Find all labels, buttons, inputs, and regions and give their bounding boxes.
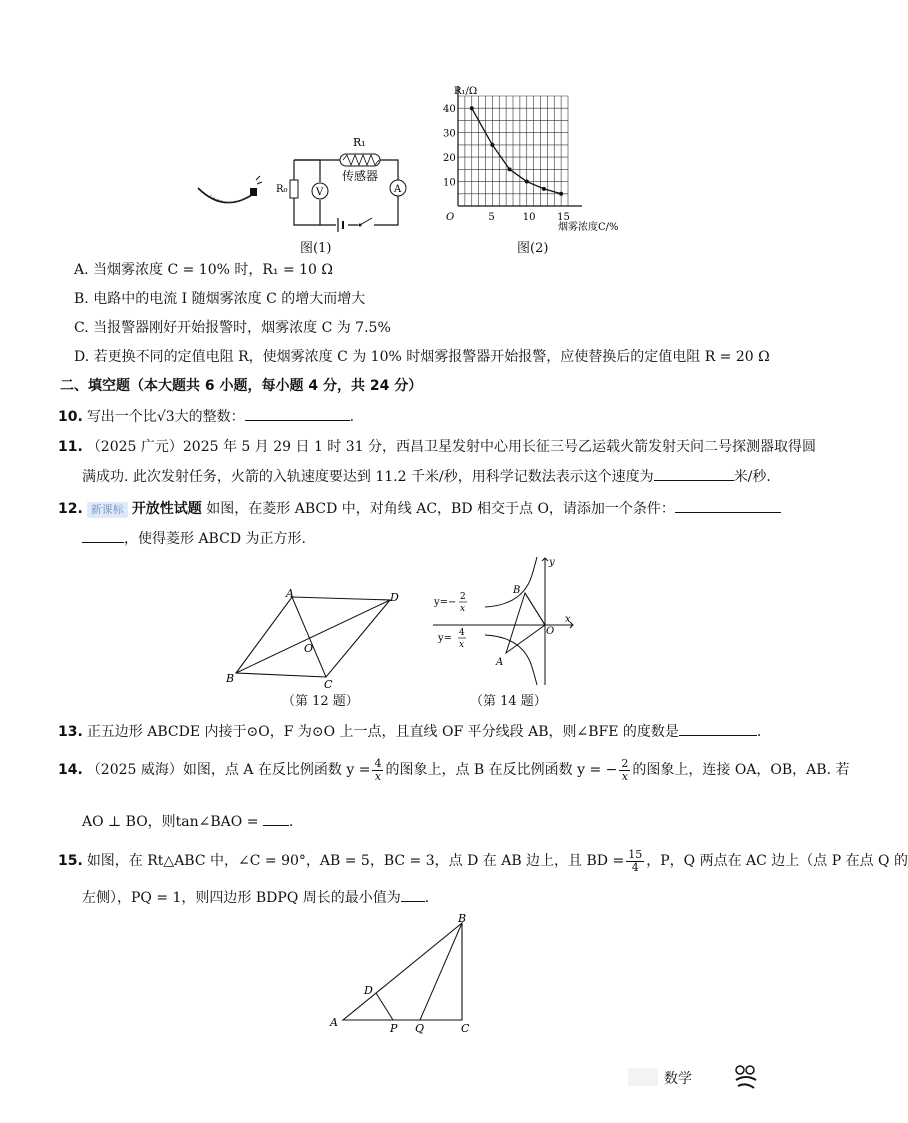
data-point xyxy=(490,143,494,147)
q14-number: 14. xyxy=(58,762,83,778)
data-point xyxy=(559,192,563,196)
q13-number: 13. xyxy=(58,724,83,740)
svg-text:2: 2 xyxy=(460,592,466,602)
label-b: B xyxy=(513,585,521,596)
question-13: 13. 正五边形 ABCDE 内接于⊙O，F 为⊙O 上一点，且直线 OF 平分线段 AB，则∠BFE 的度数是 . xyxy=(58,721,761,742)
question-12: 12. 新课标 开放性试题 如图，在菱形 ABCD 中，对角线 AC，BD 相交于点 O，请添加一个条件： xyxy=(58,498,781,519)
question-14-line2: AO ⊥ BO，则tan∠BAO = . xyxy=(82,805,293,832)
q13-answer-blank[interactable] xyxy=(679,721,757,736)
question-15: 15. 如图，在 Rt△ABC 中，∠C = 90°，AB = 5，BC = 3，点 D 在 AB 边上，且 BD = $\frac{15}{4}$ ，P，Q 两点在 AC 边上（点 P 在点 Q 的 xyxy=(58,847,908,874)
voltmeter-label: V xyxy=(316,187,324,198)
q14-answer-blank[interactable] xyxy=(263,805,289,826)
option-a: A. 当烟雾浓度 C = 10% 时，R₁ = 10 Ω xyxy=(74,262,334,278)
y-tick-label: 10 xyxy=(443,177,456,189)
label-d: D xyxy=(390,591,399,604)
label-c: C xyxy=(324,678,333,691)
question-14: 14. （2025 威海）如图，点 A 在反比例函数 y = $\frac{4}{x}$ 的图象上，点 B 在反比例函数 y = − $\frac{2}{x}$ 的图象上，连接 OA，OB，AB. 若 xyxy=(58,756,850,783)
q11-number: 11. xyxy=(58,439,83,455)
q15-answer-blank[interactable] xyxy=(401,887,425,902)
y-tick-label: 40 xyxy=(443,104,456,116)
figure-2-chart xyxy=(430,68,660,238)
q12-answer-blank-2[interactable] xyxy=(82,528,124,543)
new-curriculum-badge: 新课标 xyxy=(87,502,128,518)
data-point xyxy=(508,167,512,171)
y-axis-label: R₁/Ω xyxy=(454,86,478,97)
question-11-line2: 满成功. 此次发射任务，火箭的入轨速度要达到 11.2 千米/秒，用科学记数法表示这个速度为 米/秒. xyxy=(82,466,771,487)
option-c: C. 当报警器刚好开始报警时，烟雾浓度 C 为 7.5% xyxy=(74,320,391,336)
footer-logo-icon xyxy=(730,1062,762,1094)
sensor-label: 传感器 xyxy=(342,169,379,183)
label-o: O xyxy=(546,626,555,637)
r0-label: R₀ xyxy=(276,184,288,195)
data-point xyxy=(525,180,529,184)
figure-1-circuit xyxy=(190,130,420,250)
figure-12-rhombus xyxy=(222,585,407,690)
eq1-lhs: y=− xyxy=(434,597,457,608)
figure-15-triangle xyxy=(325,910,485,1035)
question-15-line2: 左侧），PQ = 1，则四边形 BDPQ 周长的最小值为 . xyxy=(82,887,429,908)
svg-text:4: 4 xyxy=(459,628,465,638)
q11-answer-blank[interactable] xyxy=(654,466,734,481)
q12-number: 12. xyxy=(58,501,83,517)
figure-14-caption: （第 14 题） xyxy=(470,694,547,709)
figure-14-hyperbolas xyxy=(433,555,583,690)
q10-number: 10. xyxy=(58,409,83,425)
label-o: O xyxy=(304,642,314,655)
figure-1-caption: 图(1) xyxy=(300,241,332,256)
footer-watermark xyxy=(628,1068,658,1086)
x-axis-label: 烟雾浓度C/% xyxy=(558,222,619,233)
origin-label: O xyxy=(446,212,455,223)
figure-12-caption: （第 12 题） xyxy=(282,694,359,709)
fraction-4-over-x: $\frac{4}{x}$ xyxy=(374,756,382,783)
option-b: B. 电路中的电流 I 随烟雾浓度 C 的增大而增大 xyxy=(74,291,366,307)
figure-2-caption: 图(2) xyxy=(517,241,549,256)
label-a: A xyxy=(286,587,294,600)
label-b: B xyxy=(226,672,235,685)
series-line xyxy=(472,108,561,194)
q12-answer-blank[interactable] xyxy=(675,498,781,513)
open-question-tag: 开放性试题 xyxy=(131,501,202,517)
label-y: y xyxy=(549,557,555,568)
data-point xyxy=(542,187,546,191)
fraction-2-over-x: $\frac{2}{x}$ xyxy=(621,756,629,783)
option-d: D. 若更换不同的定值电阻 R，使烟雾浓度 C 为 10% 时烟雾报警器开始报警，应使替换后的定值电阻 R = 20 Ω xyxy=(74,349,770,365)
svg-text:x: x xyxy=(459,640,465,650)
label-b: B xyxy=(458,912,467,925)
sqrt3: √3 xyxy=(156,409,175,425)
svg-text:x: x xyxy=(460,604,466,614)
x-tick-label: 10 xyxy=(522,212,536,223)
y-tick-label: 30 xyxy=(443,128,456,140)
fraction-15-over-4: $\frac{15}{4}$ xyxy=(628,847,643,874)
data-point xyxy=(470,106,474,110)
q10-answer-blank[interactable] xyxy=(245,406,350,421)
x-tick-label: 5 xyxy=(488,212,495,223)
label-x: x xyxy=(565,614,571,625)
section-2-heading: 二、填空题（本大题共 6 小题，每小题 4 分，共 24 分） xyxy=(60,378,423,394)
footer-subject: 数学 xyxy=(664,1071,692,1087)
question-12-line2: ，使得菱形 ABCD 为正方形. xyxy=(82,528,306,549)
y-tick-label: 20 xyxy=(443,153,456,165)
r1-label: R₁ xyxy=(353,136,366,149)
question-11: 11. （2025 广元）2025 年 5 月 29 日 1 时 31 分，西昌卫星发射中心用长征三号乙运载火箭发射天问二号探测器取得圆 xyxy=(58,439,817,455)
label-a: A xyxy=(496,657,504,668)
eq2-lhs: y= xyxy=(438,633,453,644)
label-a: A xyxy=(330,1016,338,1029)
label-c: C xyxy=(461,1022,470,1035)
x-tick-label: 15 xyxy=(557,212,570,223)
label-p: P xyxy=(390,1022,398,1035)
label-q: Q xyxy=(415,1022,425,1035)
ammeter-label: A xyxy=(394,184,402,195)
label-d: D xyxy=(364,984,373,997)
question-10: 10. 写出一个比√3大的整数： . xyxy=(58,406,354,427)
q15-number: 15. xyxy=(58,853,83,869)
